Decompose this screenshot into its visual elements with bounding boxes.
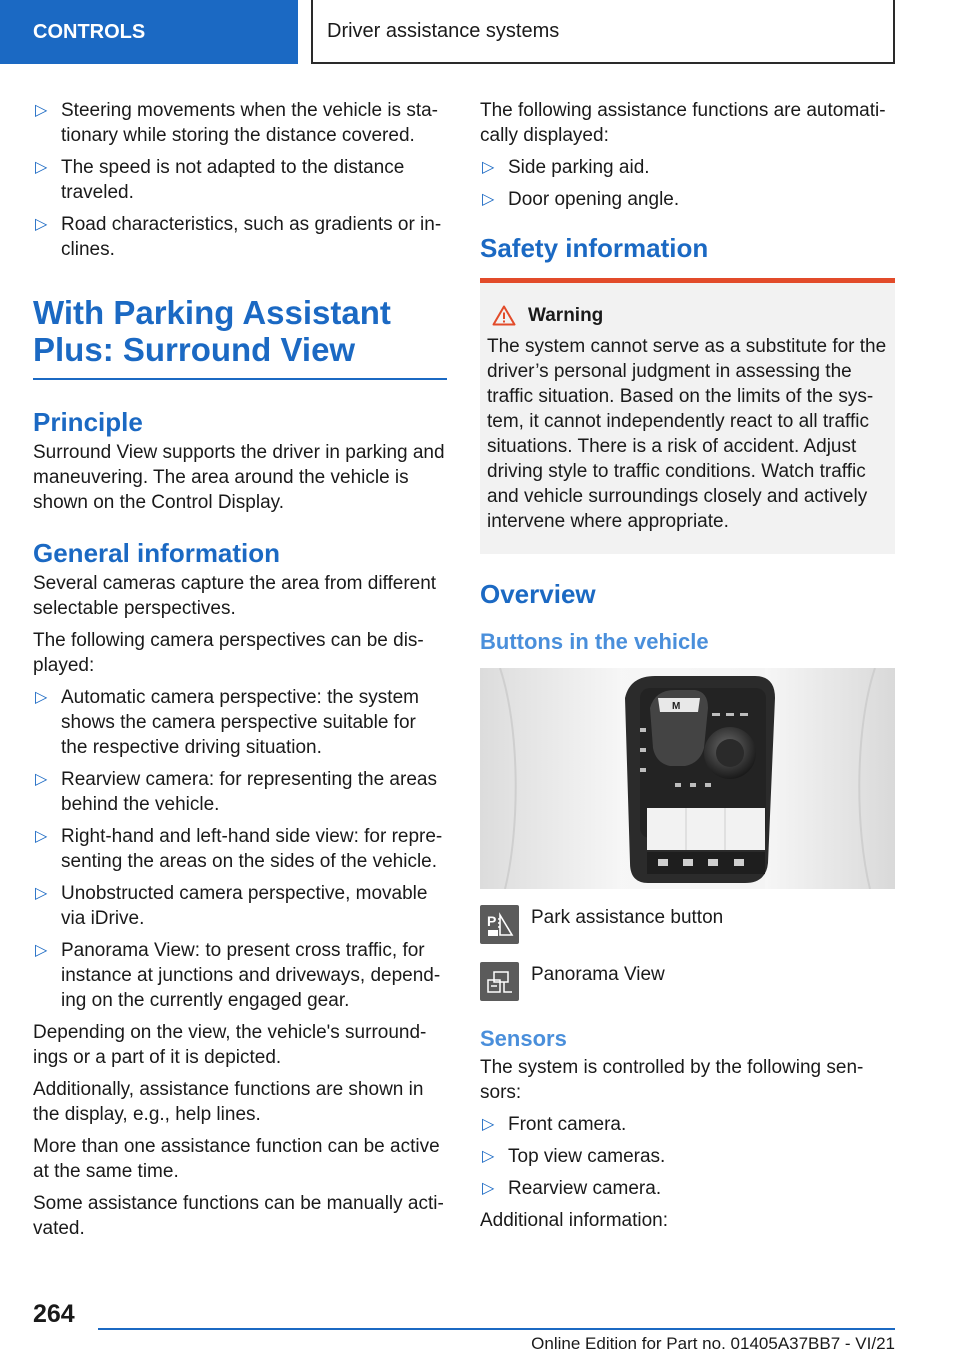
auto-functions-list — [480, 155, 895, 212]
buttons-heading: Buttons in the vehicle — [480, 629, 709, 654]
list-item: ▷ Front camera. — [482, 1114, 627, 1135]
list-item: ▷ Panorama View: to present cross traffic, for instance at junctions and driveways, depend-ing on the currently engaged gear. — [35, 940, 441, 1011]
triangle-bullet-icon: ▷ — [482, 159, 495, 176]
general-text-2: The following camera perspectives can be dis-played: — [33, 630, 424, 676]
park-assist-icon — [480, 905, 519, 944]
park-assist-label: Park assistance button — [531, 907, 724, 928]
list-item: ▷ Rearview camera. — [482, 1178, 662, 1199]
warning-text: The system cannot serve as a substitute for the driver’s personal judgment in assessing the traffic situation. Based on the limits of the sys-tem, it cannot independently react to all traffic situations. There is a risk of accident. Adjust driving style to traffic conditions. Watch traffic and vehicle surroundings closely and actively intervene where appropriate. — [487, 336, 887, 532]
additional-info: Additional information: — [480, 1210, 668, 1231]
center-console-illustration — [480, 668, 895, 889]
functions-paragraph: Additionally, assistance functions are shown in the display, e.g., help lines. — [33, 1079, 424, 1125]
general-text-1: Several cameras capture the area from different selectable perspectives. — [33, 573, 437, 619]
triangle-bullet-icon: ▷ — [482, 1116, 495, 1133]
triangle-bullet-icon: ▷ — [482, 1180, 495, 1197]
footer-divider — [98, 1328, 895, 1330]
list-item: ▷ Door opening angle. — [482, 189, 680, 210]
sensors-text: The system is controlled by the following sen-sors: — [480, 1057, 864, 1103]
triangle-bullet-icon: ▷ — [35, 771, 48, 788]
perspective-list — [33, 685, 447, 1013]
principle-heading: Principle — [33, 407, 143, 437]
list-item: ▷ Rearview camera: for representing the areas behind the vehicle. — [35, 769, 437, 815]
list-item: ▷ Right-hand and left-hand side view: for repre-senting the areas on the sides of the vehicle. — [35, 826, 443, 872]
list-item: ▷ Unobstructed camera perspective, movable via iDrive. — [35, 883, 428, 929]
panorama-view-button-row — [480, 962, 895, 1001]
edition-note: Online Edition for Part no. 01405A37BB7 - VI/21 — [531, 1334, 895, 1353]
list-item: ▷ Automatic camera perspective: the system shows the camera perspective suitable for the respective driving situation. — [35, 687, 419, 758]
principle-text: Surround View supports the driver in parking and maneuvering. The area around the vehicle is shown on the Control Display. — [33, 442, 445, 513]
chapter-title: Driver assistance systems — [311, 0, 895, 64]
park-assist-button-row — [480, 905, 895, 944]
auto-functions-text: The following assistance functions are automati-cally displayed: — [480, 100, 886, 146]
triangle-bullet-icon: ▷ — [35, 828, 48, 845]
list-item: ▷ Top view cameras. — [482, 1146, 666, 1167]
right-column — [480, 98, 895, 1240]
triangle-bullet-icon: ▷ — [482, 191, 495, 208]
multiple-functions-paragraph: More than one assistance function can be active at the same time. — [33, 1136, 440, 1182]
safety-heading: Safety information — [480, 233, 709, 263]
triangle-bullet-icon: ▷ — [35, 885, 48, 902]
list-item: ▷ The speed is not adapted to the distance traveled. — [35, 157, 405, 203]
general-info-heading: General information — [33, 538, 281, 568]
page-number: 264 — [33, 1300, 75, 1328]
triangle-bullet-icon: ▷ — [35, 159, 48, 176]
intro-bullet-list — [33, 98, 447, 262]
warning-triangle-icon — [492, 305, 516, 326]
manual-functions-paragraph: Some assistance functions can be manually acti-vated. — [33, 1193, 444, 1239]
sensors-list — [480, 1112, 895, 1201]
warning-title: Warning — [487, 303, 888, 328]
panorama-view-icon — [480, 962, 519, 1001]
panorama-view-label: Panorama View — [531, 964, 665, 985]
svg-text:P: P — [486, 912, 496, 929]
triangle-bullet-icon: ▷ — [482, 1148, 495, 1165]
left-column — [33, 98, 447, 1248]
svg-text:M: M — [672, 701, 681, 712]
center-console-photo — [480, 668, 895, 889]
list-item: ▷ Steering movements when the vehicle is sta-tionary while storing the distance covered. — [35, 100, 439, 146]
triangle-bullet-icon: ▷ — [35, 216, 48, 233]
overview-heading: Overview — [480, 579, 596, 609]
list-item: ▷ Road characteristics, such as gradients or in-clines. — [35, 214, 442, 260]
section-tab: CONTROLS — [0, 0, 298, 64]
sensors-heading: Sensors — [480, 1026, 567, 1051]
page-title: With Parking Assistant Plus: Surround View — [33, 294, 447, 380]
triangle-bullet-icon: ▷ — [35, 102, 48, 119]
triangle-bullet-icon: ▷ — [35, 689, 48, 706]
triangle-bullet-icon: ▷ — [35, 942, 48, 959]
list-item: ▷ Side parking aid. — [482, 157, 650, 178]
view-paragraph: Depending on the view, the vehicle's surround-ings or a part of it is depicted. — [33, 1022, 427, 1068]
warning-box — [480, 278, 895, 554]
